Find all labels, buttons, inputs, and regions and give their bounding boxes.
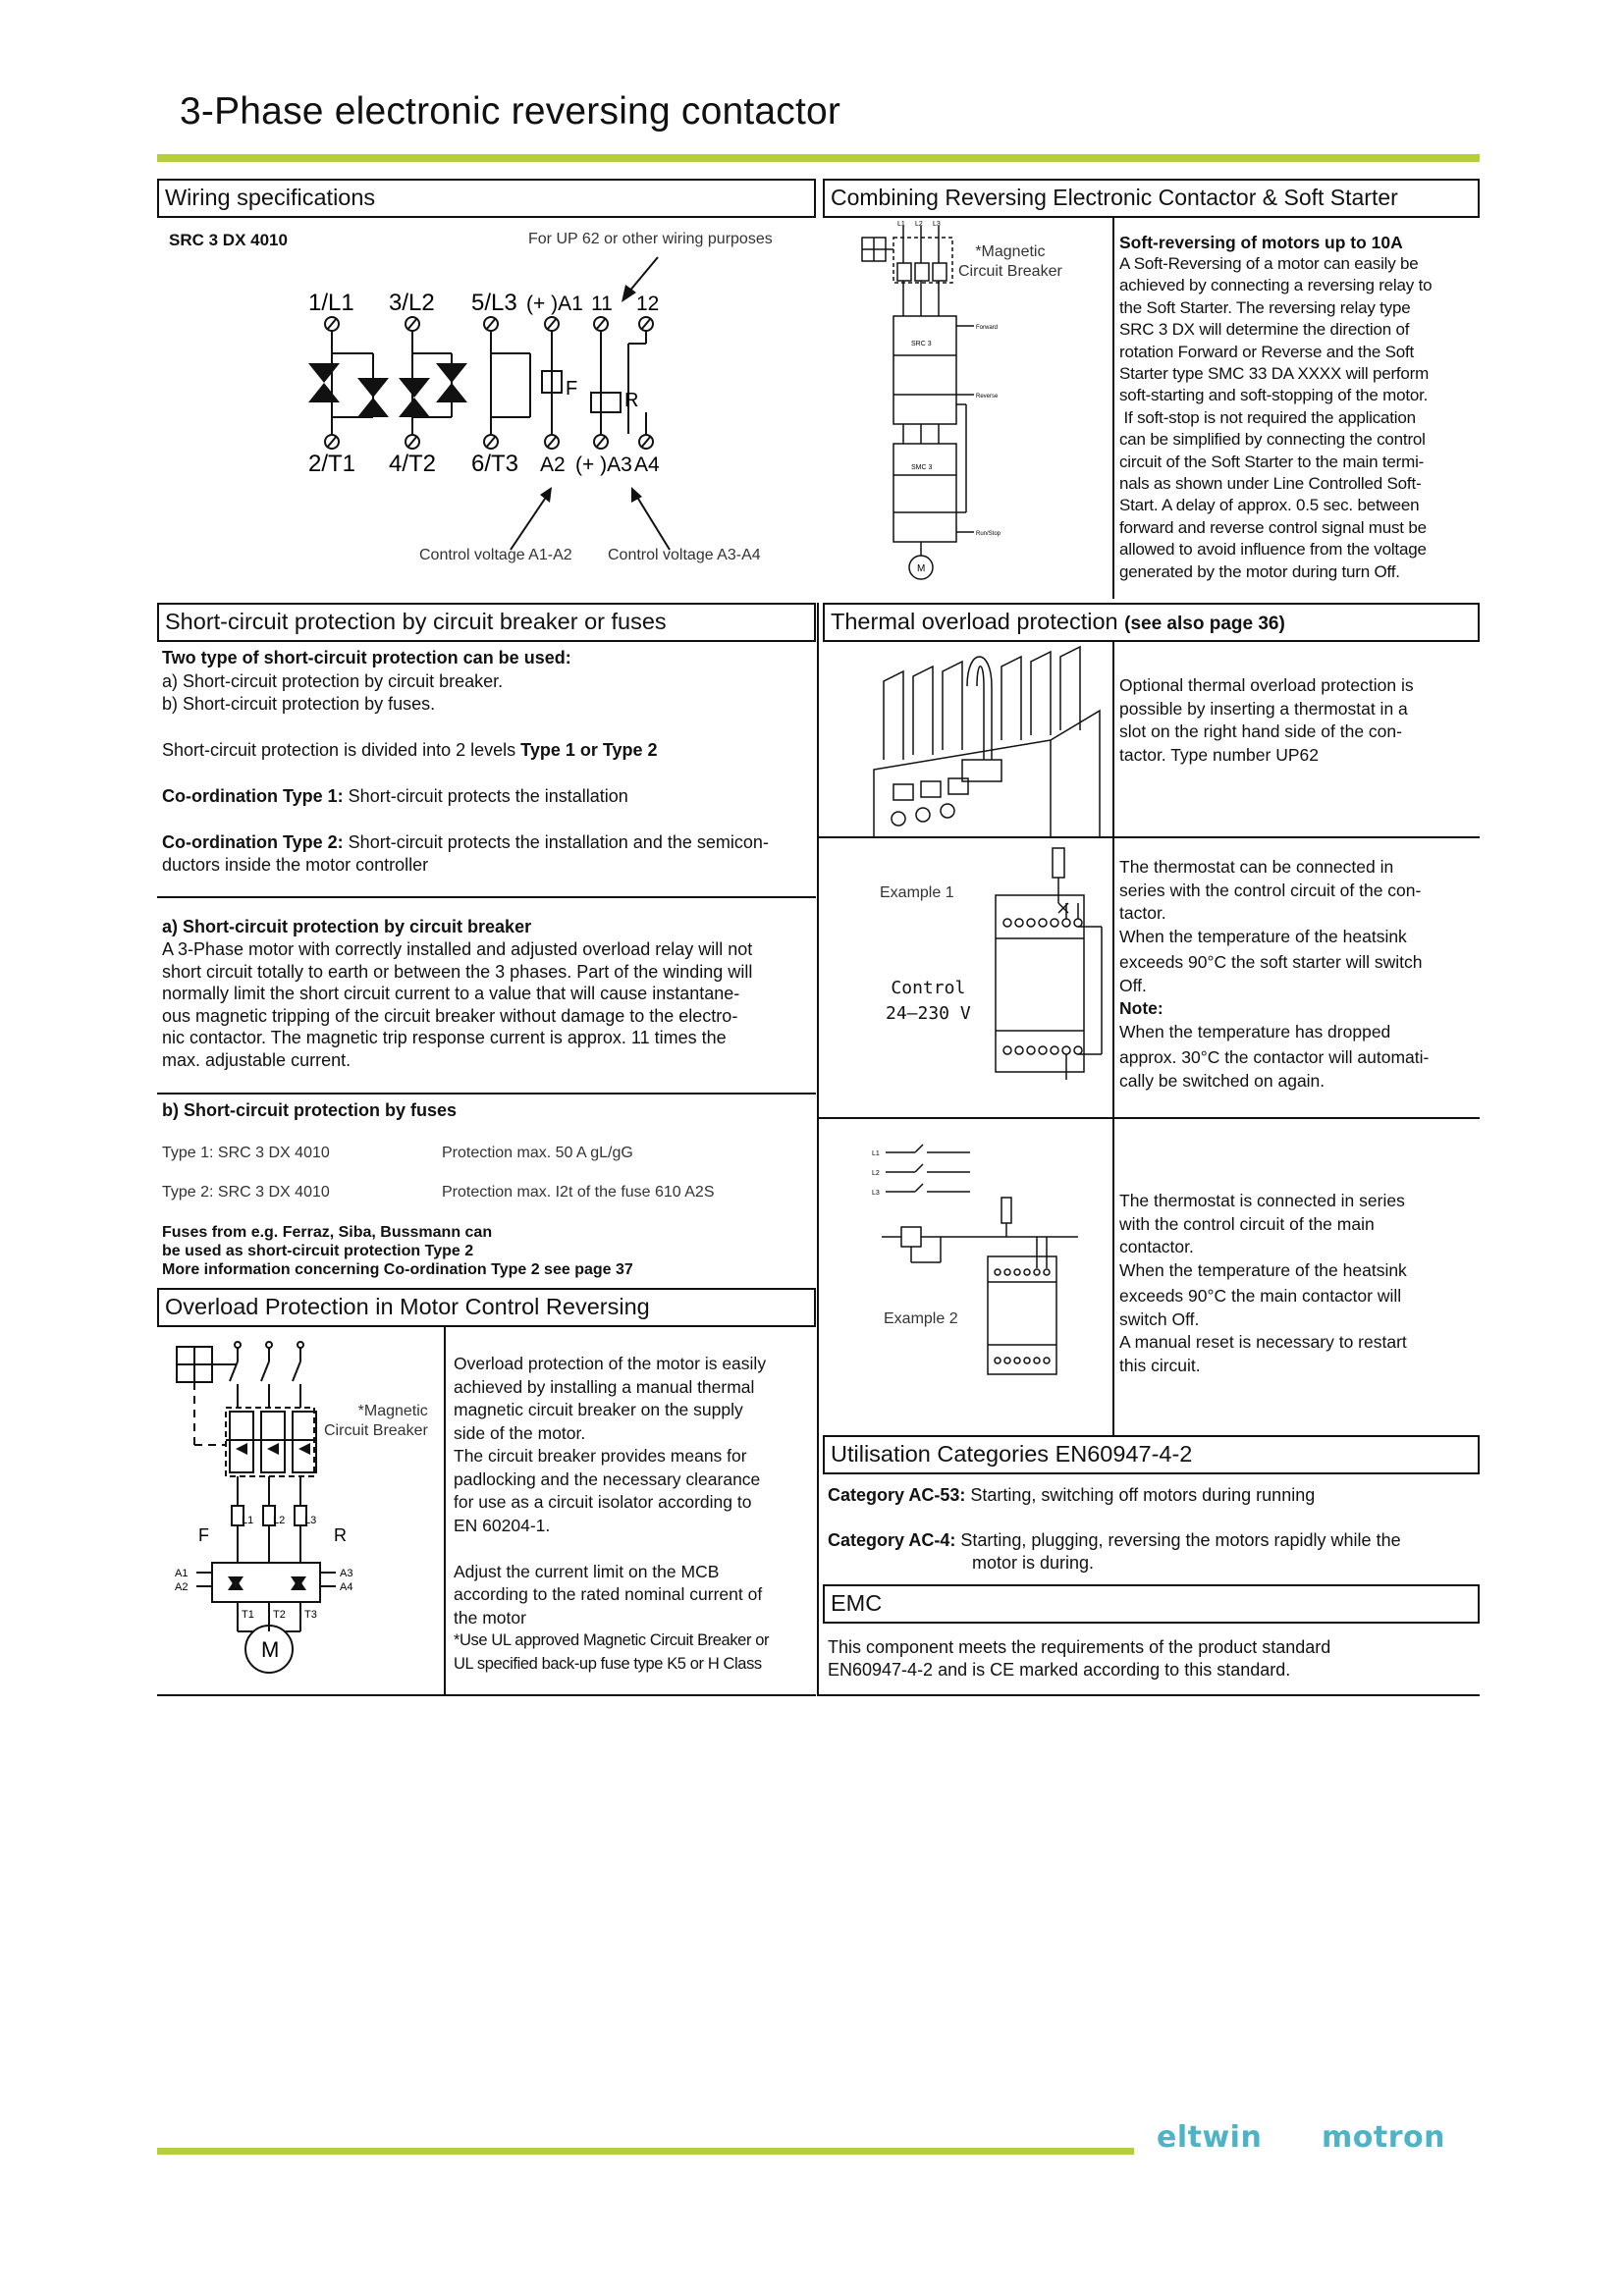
ex2-l1-label: L1 — [872, 1150, 880, 1157]
thermostat-illustration — [854, 642, 1111, 838]
sc-levels: Short-circuit protection is divided into 2 levels Type 1 or Type 2 — [162, 740, 658, 760]
comb-label-forward: Forward — [976, 325, 999, 331]
comb-label-l1: L1 — [897, 221, 905, 228]
overload-diagram — [167, 1337, 442, 1681]
utilisation-ac4: Category AC-4: Starting, plugging, reversing the motors rapidly while the — [828, 1530, 1401, 1550]
wiring-header: Wiring specifications — [157, 179, 816, 218]
terminal-4t2: 4/T2 — [389, 451, 437, 477]
terminal-a2: A2 — [540, 454, 566, 476]
comb-label-reverse: Reverse — [976, 394, 999, 400]
thermal-divider-1 — [819, 836, 1480, 838]
ovl-mcb-label: *Magnetic Circuit Breaker — [324, 1403, 428, 1439]
ovl-label-r: R — [334, 1525, 347, 1545]
ex2-l3-label: L3 — [872, 1190, 880, 1197]
utilisation-ac53: Category AC-53: Starting, switching off motors during running — [828, 1485, 1316, 1505]
ex2-l2-label: L2 — [872, 1170, 880, 1177]
wiring-model: SRC 3 DX 4010 — [169, 231, 288, 249]
ovl-label-a1: A1 — [175, 1568, 189, 1579]
combining-header: Combining Reversing Electronic Contactor & Soft Starter — [823, 179, 1480, 218]
sc-type1-value: Protection max. 50 A gL/gG — [442, 1145, 633, 1161]
relay-f-label: F — [566, 378, 578, 400]
sc-type2-value: Protection max. I2t of the fuse 610 A2S — [442, 1184, 715, 1201]
terminal-6t3: 6/T3 — [471, 451, 519, 477]
terminal-5l3: 5/L3 — [471, 290, 517, 316]
utilisation-header: Utilisation Categories EN60947-4-2 — [823, 1435, 1480, 1474]
example2-label: Example 2 — [884, 1310, 958, 1327]
thermal-col-divider — [1112, 642, 1114, 1435]
footer-logo-eltwin: eltwin — [1157, 2120, 1263, 2155]
comb-label-runstop: Run/Stop — [976, 531, 1001, 537]
comb-label-smc3: SMC 3 — [911, 464, 933, 471]
column-divider — [817, 603, 819, 1696]
ovl-label-a4: A4 — [340, 1581, 353, 1593]
footer-bar — [157, 2148, 1134, 2155]
comb-label-l2: L2 — [915, 221, 923, 228]
sc-intro-b: b) Short-circuit protection by fuses. — [162, 694, 436, 714]
terminal-12: 12 — [636, 293, 660, 315]
example1-diagram — [992, 844, 1109, 1099]
comb-mcb-label: *Magnetic Circuit Breaker — [958, 243, 1062, 280]
terminal-3l2: 3/L2 — [389, 290, 435, 316]
title-underline — [157, 154, 1480, 162]
example2-body: The thermostat is connected in series with the control circuit of the main contactor. When the temperature of the heatsink exceeds 90°C the main contactor will switch Off. A manual reset is necessary to restart this circuit. — [1119, 1191, 1407, 1375]
sc-divider-2 — [157, 1093, 816, 1095]
ovl-label-l2: L2 — [273, 1515, 286, 1526]
comb-label-src3: SRC 3 — [911, 341, 932, 347]
sc-type1-label: Type 1: SRC 3 DX 4010 — [162, 1145, 330, 1161]
example1-body: The thermostat can be connected in series with the control circuit of the con- tactor. When the temperature of the heatsink exceeds 90°C the soft starter will switch Off. Note: When the temperature has dropped approx. 30°C the contactor will automati- cally be switched on again. — [1119, 857, 1430, 1091]
ovl-label-l3: L3 — [304, 1515, 317, 1526]
overload-header: Overload Protection in Motor Control Reversing — [157, 1288, 816, 1327]
wiring-up62-note: For UP 62 or other wiring purposes — [528, 231, 773, 247]
overload-body: Overload protection of the motor is easily achieved by installing a manual thermal magnetic circuit breaker on the supply side of the motor. The circuit breaker provides means for padlocking and the necessary clearance for use as a circuit isolator according to EN 60204-1. Adjust the current limit on the MCB according to the rated nominal current of the motor *Use UL approved Magnetic Circuit Breaker or UL specified back-up fuse type K5 or H Class — [454, 1354, 770, 1673]
ovl-label-l1: L1 — [242, 1515, 254, 1526]
utilisation-ac4-cont: motor is during. — [972, 1553, 1095, 1573]
ovl-label-f: F — [198, 1525, 209, 1545]
sc-cb-body: A 3-Phase motor with correctly installed and adjusted overload relay will not short circuit totally to earth or between the 3 phases. Part of the winding will normally limit the short circuit current to a value that will cause instantane- ous magnetic tripping of the circuit breaker without damage to the electro- nic contactor. The magnetic trip response current is approx. 11 times the max. adjustable current. — [162, 939, 753, 1070]
sc-type2-label: Type 2: SRC 3 DX 4010 — [162, 1184, 330, 1201]
comb-label-m: M — [917, 563, 926, 574]
comb-body: A Soft-Reversing of a motor can easily be achieved by connecting a reversing relay to the Soft Starter. The reversing relay type SRC 3 DX will determine the direction of rotation Forward or Reverse and the Soft Starter type SMC 33 DA XXXX will perform soft-starting and soft-stopping of the motor. If soft-stop is not required the application can be simplified by connecting the control circuit of the Soft Starter to the main termi- nals as shown under Line Controlled Soft- Start. A delay of approx. 0.5 sec. between forward and reverse control signal must be allowed to avoid influence from the voltage generated by the motor during turn Off. — [1119, 254, 1433, 581]
sc-coord1: Co-ordination Type 1: Short-circuit protects the installation — [162, 786, 628, 806]
thermal-header: Thermal overload protection (see also page 36) — [823, 603, 1480, 642]
terminal-a1: (+ )A1 — [526, 293, 583, 315]
ovl-label-m: M — [261, 1637, 280, 1662]
thermal-optional: Optional thermal overload protection is possible by inserting a thermostat in a slot on the right hand side of the con- tactor. Type number UP62 — [1119, 675, 1414, 765]
thermal-divider-2 — [819, 1117, 1480, 1119]
footer-logo-motron: motron — [1322, 2120, 1445, 2155]
wiring-diagram — [295, 245, 727, 569]
overload-col-divider — [444, 1327, 446, 1694]
sc-cb-heading: a) Short-circuit protection by circuit breaker — [162, 917, 532, 936]
short-circuit-header: Short-circuit protection by circuit breaker or fuses — [157, 603, 816, 642]
combining-col-divider — [1112, 218, 1114, 599]
terminal-a3: (+ )A3 — [575, 454, 632, 476]
sc-coord2: Co-ordination Type 2: Short-circuit protects the installation and the semicon- ductors inside the motor controller — [162, 832, 769, 875]
ovl-label-t3: T3 — [304, 1609, 317, 1621]
example1-label: Example 1 — [880, 884, 954, 901]
ctrl-a3a4-label: Control voltage A3-A4 — [608, 547, 761, 563]
control-voltage-label: Control 24–230 V — [886, 978, 971, 1024]
sc-intro-heading: Two type of short-circuit protection can be used: — [162, 648, 571, 667]
ovl-label-a2: A2 — [175, 1581, 189, 1593]
emc-header: EMC — [823, 1584, 1480, 1624]
terminal-2t1: 2/T1 — [308, 451, 356, 477]
page-title: 3-Phase electronic reversing contactor — [180, 90, 841, 133]
example2-diagram — [872, 1139, 1108, 1394]
terminal-a4: A4 — [634, 454, 660, 476]
relay-r-label: R — [624, 390, 639, 411]
ovl-label-t2: T2 — [273, 1609, 286, 1621]
right-bottom-rule — [819, 1694, 1480, 1696]
sc-fuse-notes: Fuses from e.g. Ferraz, Siba, Bussmann can be used as short-circuit protection Type 2 More information concerning Co-ordination Type 2 see page 37 — [162, 1224, 633, 1278]
left-bottom-rule — [157, 1694, 816, 1696]
comb-label-l3: L3 — [933, 221, 941, 228]
comb-heading: Soft-reversing of motors up to 10A — [1119, 233, 1403, 252]
sc-intro-a: a) Short-circuit protection by circuit breaker. — [162, 671, 504, 691]
sc-divider — [157, 896, 816, 898]
emc-body: This component meets the requirements of the product standard EN60947-4-2 and is CE marked according to this standard. — [828, 1637, 1331, 1680]
sc-fuse-heading: b) Short-circuit protection by fuses — [162, 1100, 458, 1120]
terminal-1l1: 1/L1 — [308, 290, 354, 316]
ovl-label-t1: T1 — [242, 1609, 254, 1621]
ovl-label-a3: A3 — [340, 1568, 353, 1579]
ctrl-a1a2-label: Control voltage A1-A2 — [419, 547, 572, 563]
terminal-11: 11 — [591, 293, 613, 315]
